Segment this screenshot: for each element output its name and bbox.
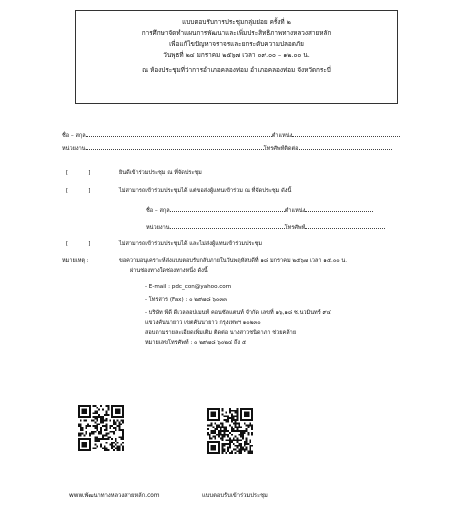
rep-phone-field[interactable] [305,222,385,229]
name-label: ชื่อ – สกุล [62,133,86,139]
checkbox-close-bracket[interactable]: ] [88,188,91,194]
qr-code-response-form-icon[interactable] [207,408,253,454]
rep-phone-label: โทรศัพท์ [284,225,306,231]
project-title: การศึกษาจัดทำแผนการพัฒนาและเพิ่มประสิทธิภาพทางหลวงสายหลัก [141,29,332,37]
option-decline[interactable] [66,240,90,248]
note-company: - บริษัท พีดี ดีเวลลอปเมนท์ คอนซัลแตนท์ จำกัด เลขที่ ๑๖,๑๘ ซ.นวมินทร์ ๙๔ [145,310,331,316]
name-field[interactable] [86,130,272,137]
option-decline-label: ไม่สามารถเข้าร่วมประชุมได้ และไม่ส่งผู้แทนเข้าร่วมประชุม [119,241,263,247]
project-subtitle: เพื่อแก้ไขปัญหาจราจรและยกระดับความปลอดภัย [169,40,304,48]
note-address: แขวงคันนายาว เขตคันนายาว กรุงเทพฯ ๑๐๒๓๐ [145,320,261,326]
option-attend[interactable] [66,169,90,177]
position-label: ตำแหน่ง [271,133,293,139]
checkbox-open-bracket[interactable]: [ [66,188,69,194]
note-phone: หมายเลขโทรศัพท์ : ๐ ๒๙๗๘ ๖๐๒๔ ถึง ๕ [145,340,247,346]
rep-position-label: ตำแหน่ง [284,208,306,214]
qr-website-caption: www.พัฒนาทางหลวงสายหลัก.com [69,493,160,499]
checkbox-open-bracket[interactable]: [ [66,241,69,247]
qr-code-website-icon[interactable] [78,405,124,451]
position-field[interactable] [292,130,400,137]
qr-response-caption: แบบตอบรับเข้าร่วมประชุม [202,493,268,499]
name-row [62,130,400,140]
rep-name-label: ชื่อ – สกุล [146,208,170,214]
meeting-date: วันพุธที่ ๒๔ มกราคม ๒๕๖๗ เวลา ๐๙.๐๐ – ๑๒.๐๐ น. [163,51,310,59]
phone-label: โทรศัพท์ติดต่อ [263,146,299,152]
rep-agency-row [146,222,385,232]
rep-agency-field[interactable] [170,222,285,229]
agency-field[interactable] [86,143,264,150]
note-label: หมายเหตุ : [62,258,89,264]
rep-position-field[interactable] [305,205,373,212]
form-title: แบบตอบรับการประชุมกลุ่มย่อย ครั้งที่ ๒ [182,18,291,26]
option-representative-label: ไม่สามารถเข้าร่วมประชุมได้ แต่ขอส่งผู้แทนเข้าร่วม ณ ที่จัดประชุม ดังนี้ [119,188,292,194]
note-deadline: ขอความอนุเคราะห์ส่งแบบตอบรับกลับภายในวันพฤหัสบดีที่ ๑๘ มกราคม ๒๕๖๗ เวลา ๑๕.๐๐ น. [119,258,348,264]
rep-agency-label: หน่วยงาน [146,225,170,231]
option-attend-label: ยินดีเข้าร่วมประชุม ณ ที่จัดประชุม [119,170,202,176]
option-representative[interactable] [66,187,90,195]
checkbox-close-bracket[interactable]: ] [88,170,91,176]
header-box [75,10,398,104]
note-channels: ผ่านช่องทางใดช่องทางหนึ่ง ดังนี้ [130,268,208,274]
checkbox-open-bracket[interactable]: [ [66,170,69,176]
rep-name-row [146,205,373,215]
note-contact: สอบถามรายละเอียดเพิ่มเติม ติดต่อ นางสาวชนิดาภา ช่วยคล้าย [145,330,297,336]
meeting-venue: ณ ห้องประชุมที่ว่าการอำเภอคลองท่อม อำเภอคลองท่อม จังหวัดกระบี่ [142,66,331,74]
rep-name-field[interactable] [170,205,285,212]
note-email: - E-mail : pdc_con@yahoo.com [145,284,232,290]
checkbox-close-bracket[interactable]: ] [88,241,91,247]
note-fax: - โทรสาร (Fax) : ๐ ๒๙๗๘ ๖๐๓๓ [145,297,227,303]
agency-label: หน่วยงาน [62,146,86,152]
phone-field[interactable] [299,143,392,150]
agency-row [62,143,392,153]
